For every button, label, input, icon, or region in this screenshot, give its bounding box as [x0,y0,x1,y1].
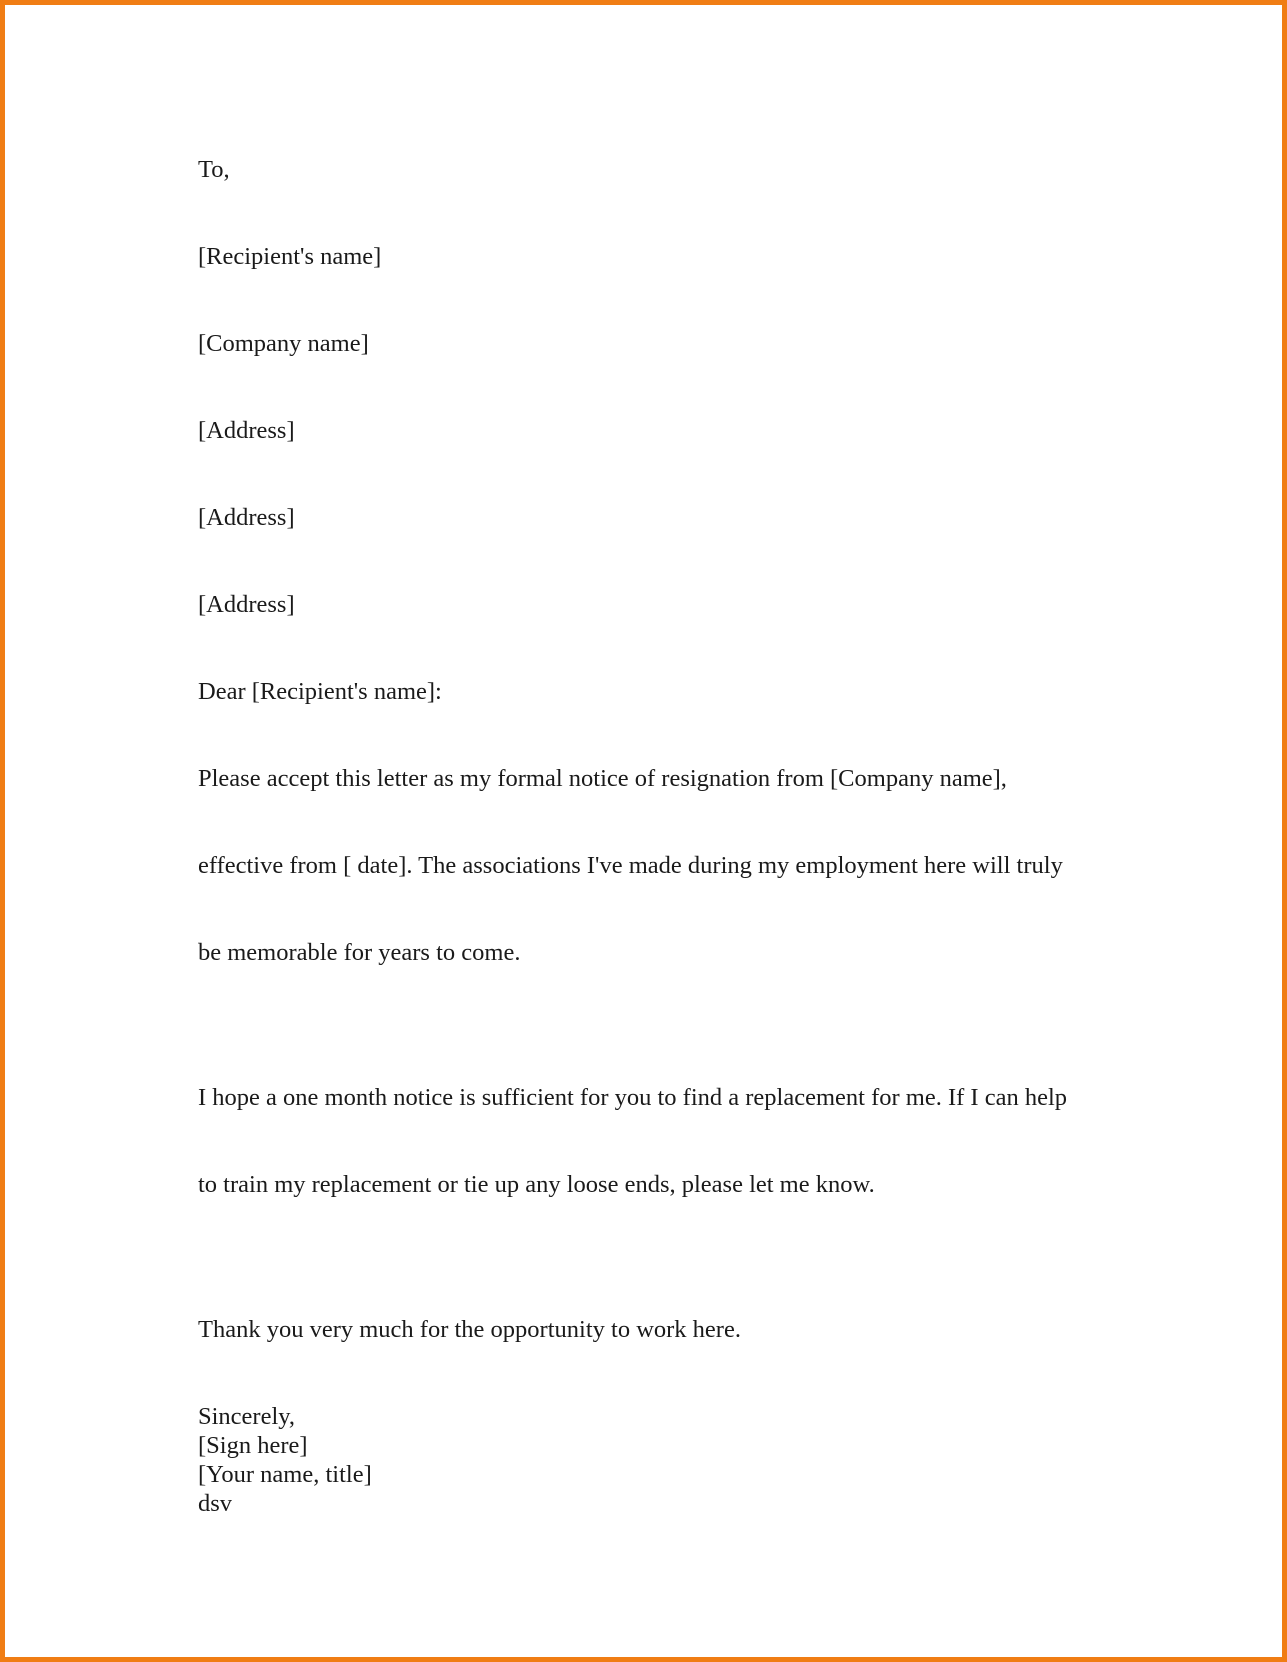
recipient-address-line: [Address] [198,591,295,618]
letter-body [198,155,1098,1518]
recipient-name: [Recipient's name] [198,243,382,270]
paragraph-line: Thank you very much for the opportunity to work here. [198,1316,741,1343]
footer-text: dsv [198,1490,233,1517]
recipient-company: [Company name] [198,330,369,357]
paragraph-line: I hope a one month notice is sufficient for you to find a replacement for me. If I can help [198,1084,1067,1111]
paragraph-line: Please accept this letter as my formal notice of resignation from [Company name], [198,765,1007,792]
closing: Sincerely, [198,1403,296,1430]
name-title: [Your name, title] [198,1461,372,1488]
paragraph-line: be memorable for years to come. [198,939,521,966]
salutation-to: To, [198,156,230,183]
body-paragraph-thanks [198,1257,1098,1402]
body-paragraph-notice [198,1025,1098,1257]
recipient-block [198,184,1098,677]
recipient-address-line: [Address] [198,504,295,531]
greeting: Dear [Recipient's name]: [198,678,442,705]
signature-placeholder: [Sign here] [198,1432,308,1459]
body-paragraph-resignation [198,706,1098,1025]
recipient-address-line: [Address] [198,417,295,444]
paragraph-line: to train my replacement or tie up any loose ends, please let me know. [198,1171,875,1198]
paragraph-line: effective from [ date]. The associations I've made during my employment here will truly [198,852,1063,879]
